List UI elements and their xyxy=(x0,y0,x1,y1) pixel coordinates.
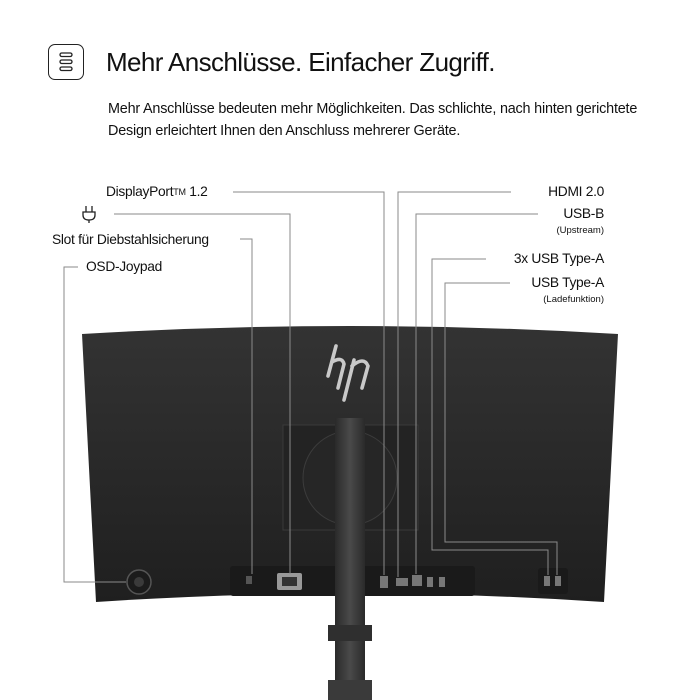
page-title: Mehr Anschlüsse. Einfacher Zugriff. xyxy=(106,47,495,77)
label-hdmi: HDMI 2.0 xyxy=(548,184,604,199)
power-plug-icon xyxy=(82,204,106,229)
intro-text: Mehr Anschlüsse bedeuten mehr Möglichkeiten. Das schlichte, nach hinten gerichtete Design erleichtert Ihnen den Anschluss mehrerer Geräte. xyxy=(108,101,638,139)
monitor-stand xyxy=(335,418,365,700)
label-usb-a-3x: 3x USB Type-A xyxy=(513,251,604,266)
label-osd-joypad: OSD-Joypad xyxy=(86,259,162,274)
label-displayport: DisplayPort™ 1.2 xyxy=(106,184,208,199)
label-usb-b: USB-B (Upstream) xyxy=(556,206,604,236)
label-theft-slot: Slot für Diebstahlsicherung xyxy=(52,232,209,247)
label-usb-a-charging: USB Type-A (Ladefunktion) xyxy=(531,275,604,305)
